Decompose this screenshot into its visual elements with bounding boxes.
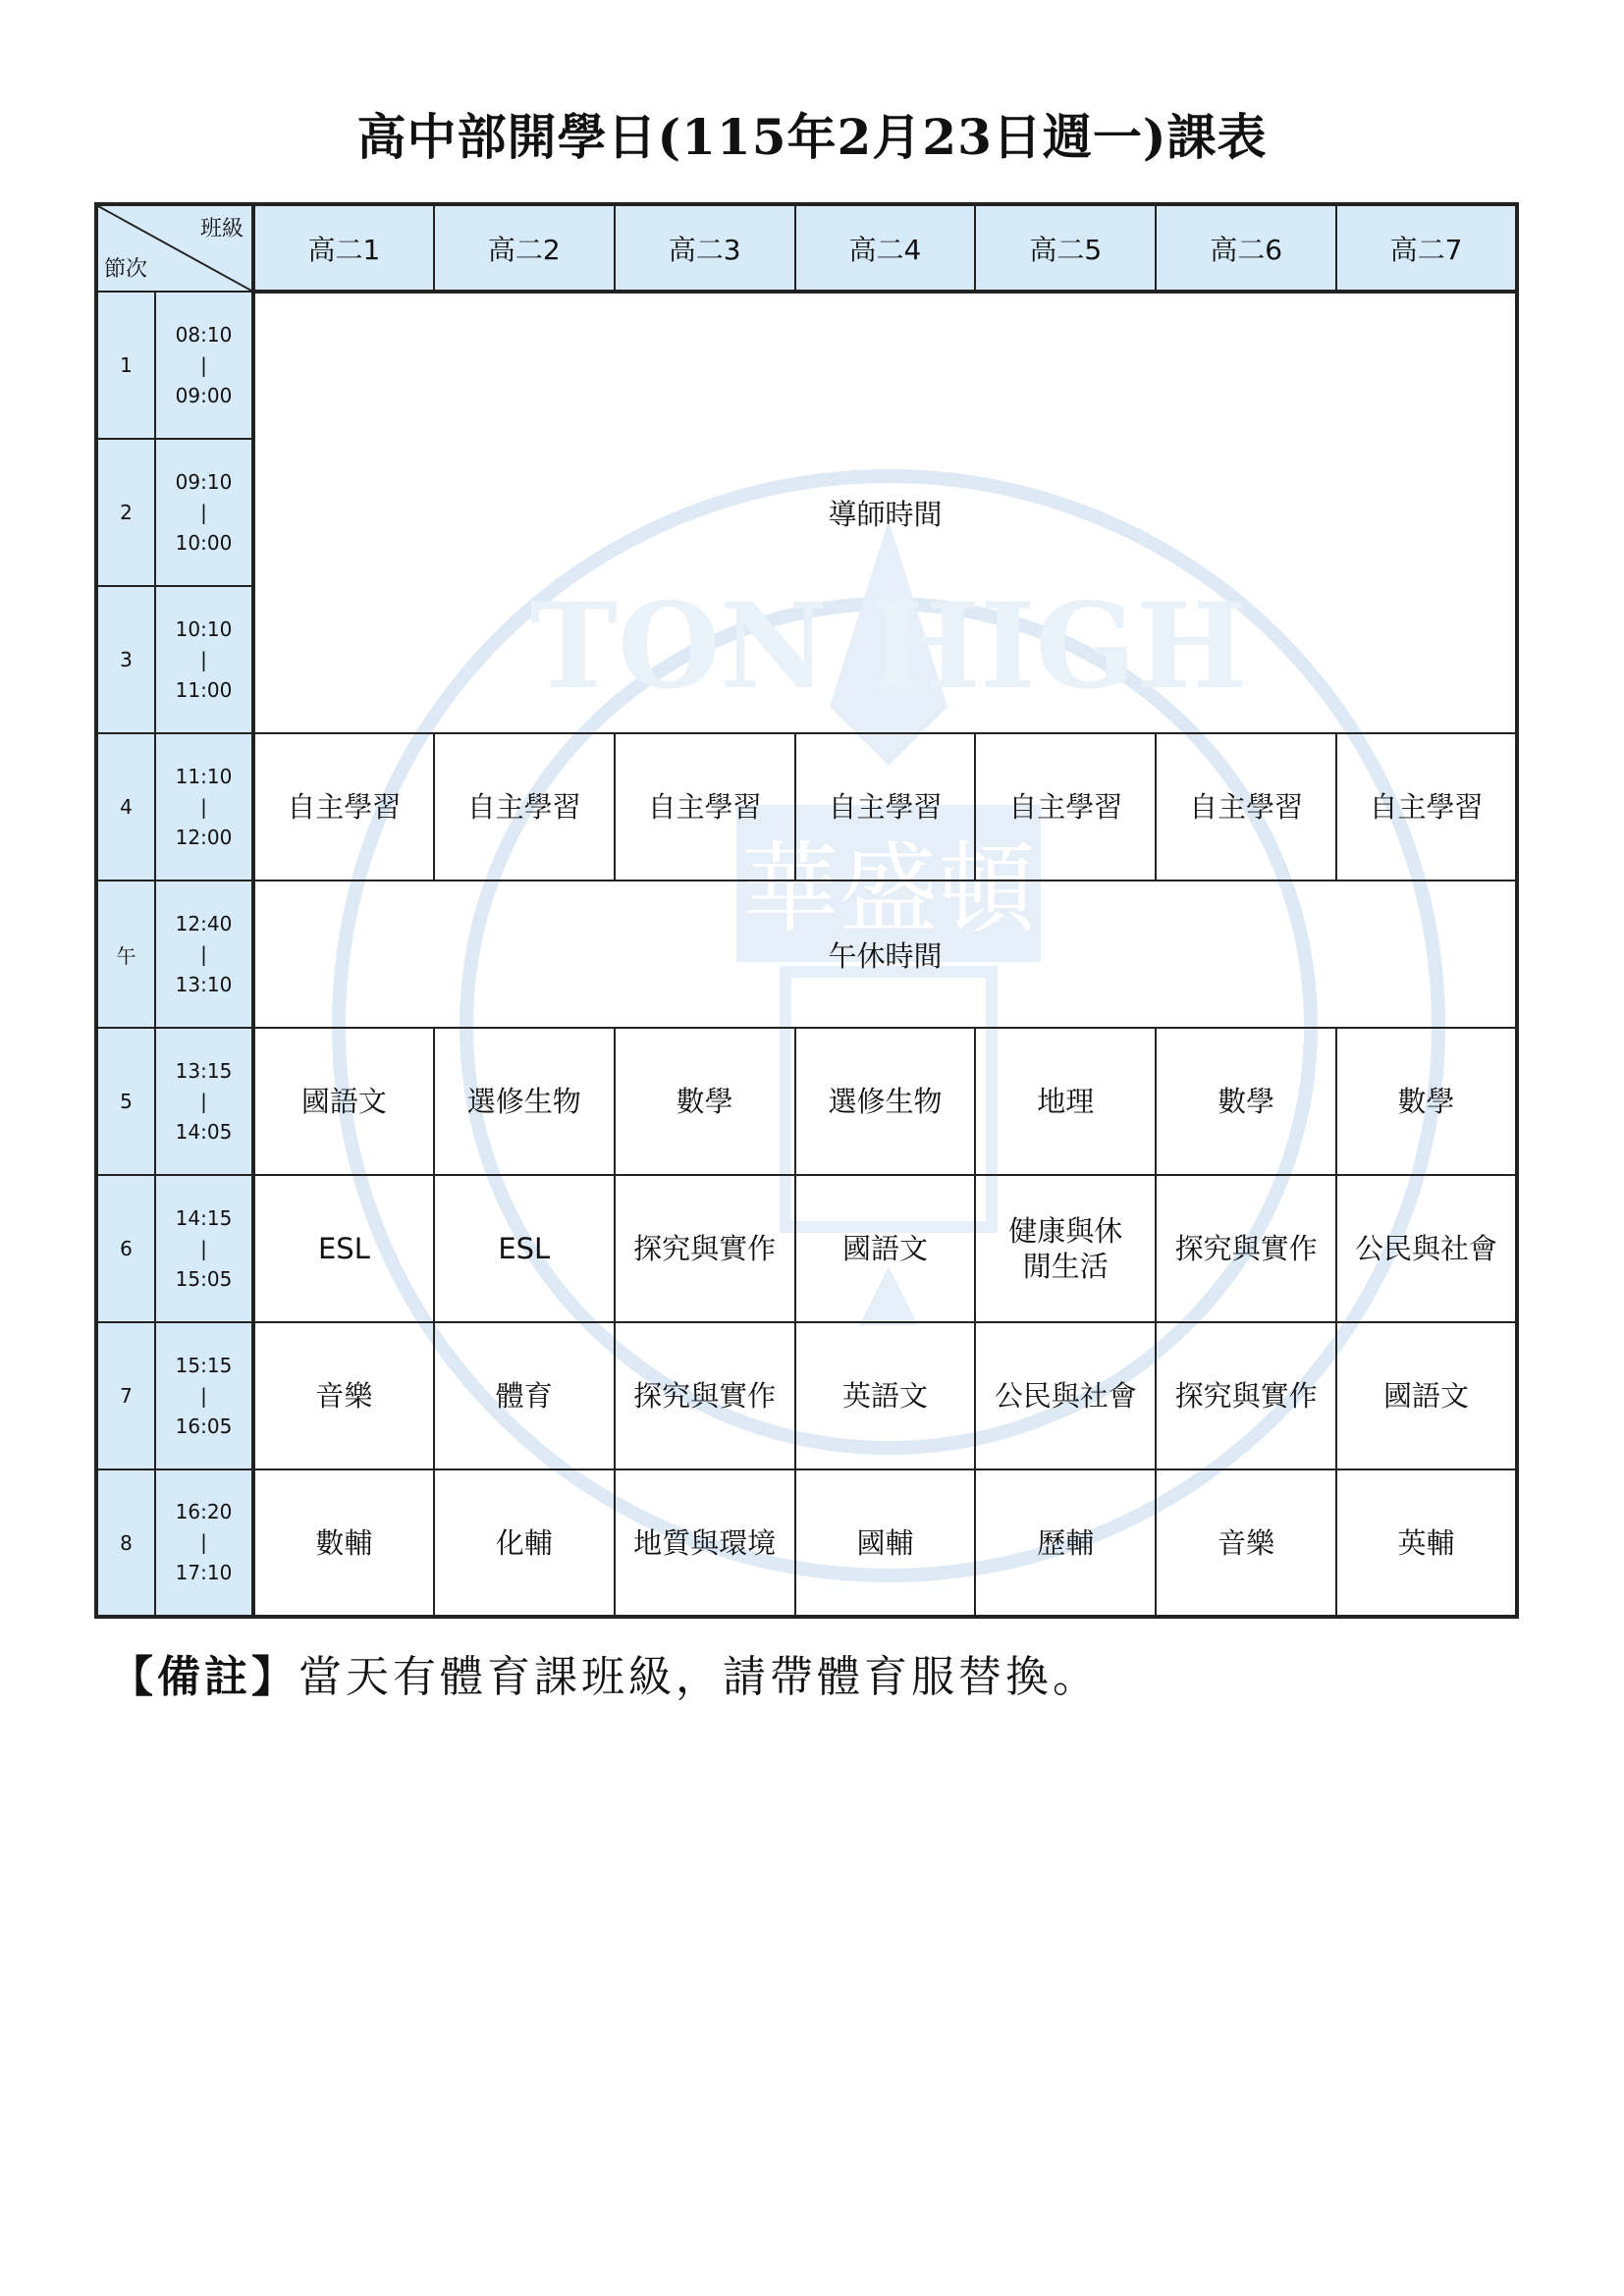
period-time: [155, 292, 253, 439]
class-header: 高二2: [434, 204, 615, 292]
subject-cell: 英語文: [795, 1322, 976, 1469]
table-row: [96, 1028, 1517, 1175]
time-end: 14:05: [175, 1119, 233, 1144]
class-header: 高二1: [253, 204, 434, 292]
subject-cell: 自主學習: [434, 733, 615, 881]
corner-label-class: 班級: [199, 217, 244, 241]
corner-label-period: 節次: [104, 257, 148, 282]
period-time: [155, 1028, 253, 1175]
period-time: [155, 1322, 253, 1469]
watermark-logo-text: 華盛頓: [741, 831, 1036, 946]
time-end: 12:00: [175, 825, 233, 849]
subject-cell: 選修生物: [795, 1028, 976, 1175]
subject-cell: 健康與休閒生活: [975, 1175, 1156, 1322]
subject-cell: 國輔: [795, 1469, 976, 1617]
subject-cell: 數學: [1336, 1028, 1517, 1175]
class-header: 高二6: [1156, 204, 1336, 292]
period-time: [155, 733, 253, 881]
subject-cell: 選修生物: [434, 1028, 615, 1175]
time-end: 15:05: [175, 1266, 233, 1291]
time-separator: |: [200, 1236, 207, 1260]
subject-cell: 自主學習: [975, 733, 1156, 881]
period-number: 4: [96, 733, 155, 881]
period-number: 5: [96, 1028, 155, 1175]
time-end: 13:10: [175, 972, 233, 996]
time-separator: |: [200, 794, 207, 819]
subject-cell: 自主學習: [1156, 733, 1336, 881]
subject-cell: 國語文: [253, 1028, 434, 1175]
period-time: [155, 1175, 253, 1322]
time-start: 16:20: [175, 1500, 233, 1523]
time-start: 09:10: [175, 469, 233, 494]
subject-cell: 國語文: [1336, 1322, 1517, 1469]
subject-cell: 音樂: [1156, 1469, 1336, 1617]
time-end: 09:00: [175, 383, 233, 407]
subject-cell: 國語文: [795, 1175, 976, 1322]
table-row: [96, 1175, 1517, 1322]
subject-cell: 公民與社會: [975, 1322, 1156, 1469]
period-number: 2: [96, 439, 155, 586]
subject-cell: 歷輔: [975, 1469, 1156, 1617]
table-row: [96, 733, 1517, 881]
subject-cell: 音樂: [253, 1322, 434, 1469]
subject-cell: 公民與社會: [1336, 1175, 1517, 1322]
time-separator: |: [200, 647, 207, 671]
subject-cell: 數學: [1156, 1028, 1336, 1175]
subject-cell: 探究與實作: [1156, 1175, 1336, 1322]
subject-cell: 化輔: [434, 1469, 615, 1617]
subject-cell: 自主學習: [615, 733, 795, 881]
subject-cell: ESL: [253, 1175, 434, 1322]
remark-tag: 【備註】: [110, 1652, 298, 1702]
period-time: [155, 881, 253, 1028]
time-end: 11:00: [175, 677, 233, 702]
time-separator: |: [200, 1089, 207, 1113]
time-start: 11:10: [175, 764, 233, 788]
subject-cell: 自主學習: [253, 733, 434, 881]
period-number: 7: [96, 1322, 155, 1469]
period-time: [155, 586, 253, 733]
period-time: [155, 439, 253, 586]
table-row: [96, 1322, 1517, 1469]
header-row: [96, 204, 1517, 292]
period-number: 6: [96, 1175, 155, 1322]
subject-cell: 地質與環境: [615, 1469, 795, 1617]
period-number: 3: [96, 586, 155, 733]
subject-cell: 數輔: [253, 1469, 434, 1617]
subject-cell: 探究與實作: [615, 1322, 795, 1469]
page-title: 高中部開學日(115年2月23日週一)課表: [356, 108, 1268, 166]
corner-cell: [96, 204, 253, 292]
time-separator: |: [200, 1383, 207, 1408]
remark: [110, 1641, 1100, 1704]
subject-cell: 體育: [434, 1322, 615, 1469]
time-start: 13:15: [175, 1058, 233, 1083]
time-start: 15:15: [175, 1353, 233, 1377]
subject-cell: 探究與實作: [1156, 1322, 1336, 1469]
time-start: 12:40: [175, 911, 233, 935]
time-end: 10:00: [175, 530, 233, 555]
watermark-text: TON HIGH: [529, 577, 1248, 716]
subject-cell: 探究與實作: [615, 1175, 795, 1322]
time-separator: |: [200, 500, 207, 524]
time-separator: |: [200, 352, 207, 377]
class-header: 高二7: [1336, 204, 1517, 292]
lunch-cell: 午休時間: [253, 881, 1517, 1028]
time-start: 10:10: [175, 616, 233, 641]
table-row: [96, 881, 1517, 1028]
subject-cell: ESL: [434, 1175, 615, 1322]
homeroom-cell: 導師時間: [253, 292, 1517, 733]
time-start: 14:15: [175, 1205, 233, 1230]
table-row: [96, 1469, 1517, 1617]
time-end: 17:10: [175, 1561, 233, 1584]
time-separator: |: [200, 941, 207, 966]
period-number: 8: [96, 1469, 155, 1617]
class-header: 高二5: [975, 204, 1156, 292]
period-number: 午: [96, 881, 155, 1028]
period-time: [155, 1469, 253, 1617]
subject-cell: 自主學習: [1336, 733, 1517, 881]
subject-cell: 地理: [975, 1028, 1156, 1175]
class-header: 高二3: [615, 204, 795, 292]
remark-text: 當天有體育課班級，請帶體育服替換。: [298, 1652, 1100, 1702]
time-end: 16:05: [175, 1414, 233, 1438]
subject-cell: 數學: [615, 1028, 795, 1175]
time-separator: |: [200, 1530, 207, 1554]
subject-cell: 英輔: [1336, 1469, 1517, 1617]
time-start: 08:10: [175, 322, 233, 347]
subject-cell: 自主學習: [795, 733, 976, 881]
class-header: 高二4: [795, 204, 976, 292]
table-row: [96, 292, 1517, 439]
period-number: 1: [96, 292, 155, 439]
schedule-table: [94, 202, 1519, 1619]
